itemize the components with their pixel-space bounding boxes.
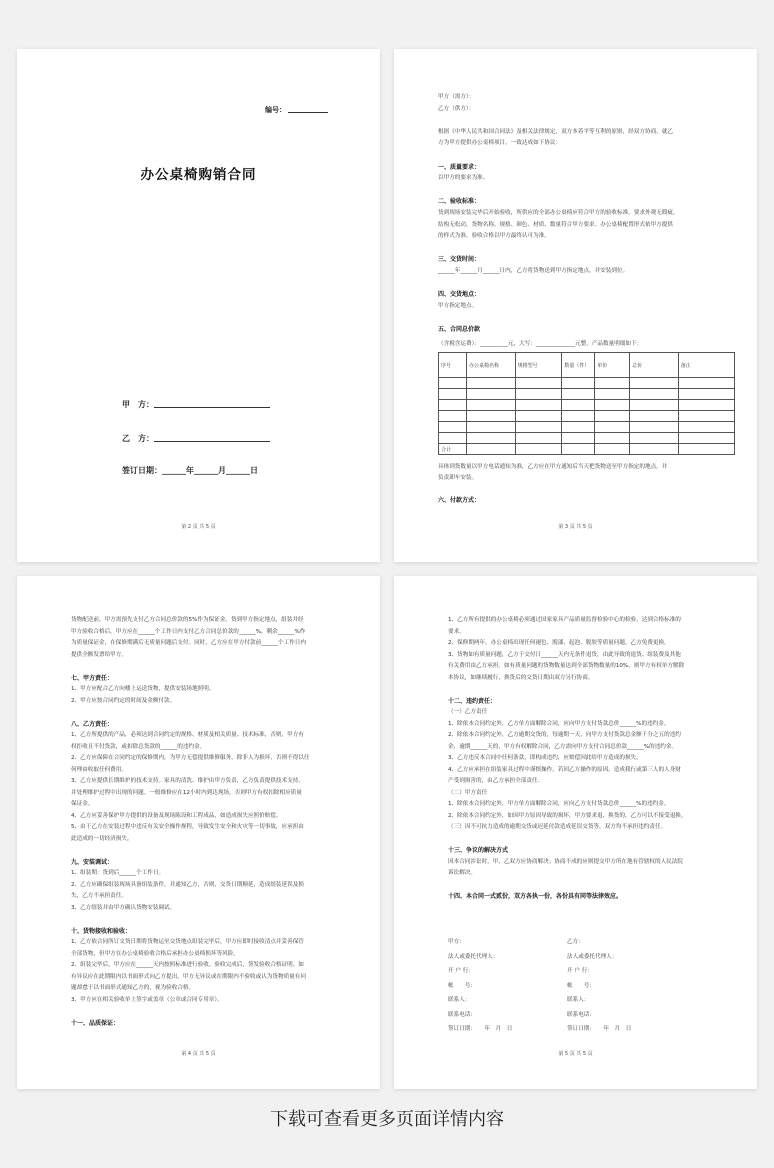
- section-heading: 十、货物接收和验收：: [71, 927, 132, 935]
- table-cell: [515, 400, 562, 411]
- table-cell: [562, 400, 595, 411]
- table-cell: [562, 389, 595, 400]
- text-line: 因本合同涉讼时，甲、乙双方应协商解决；协商不成的应则提交甲方所在地有管辖权的人民法院: [448, 858, 683, 865]
- table-cell: [630, 378, 679, 389]
- text-line: 要求。: [448, 628, 465, 635]
- text-line: （一）乙方责任: [448, 709, 488, 715]
- table-cell: [562, 411, 595, 422]
- table-cell: [467, 422, 516, 433]
- text-line: 负责卸车安装。: [438, 475, 478, 481]
- sign-right-field: 法人或委托代理人：: [567, 953, 618, 960]
- page-number: 第 5 页 共 5 页: [558, 1051, 593, 1057]
- text-line: 2、甲方应按合同约定的时间及金额付款。: [71, 697, 176, 704]
- text-line: 甲方（需方）：: [438, 94, 475, 100]
- table-cell: [515, 411, 562, 422]
- table-cell: [562, 378, 595, 389]
- table-cell: [439, 378, 467, 389]
- table-cell: [562, 422, 595, 433]
- table-cell: [439, 411, 467, 422]
- section-heading: 四、交货地点：: [438, 291, 481, 299]
- section-heading: 六、付款方式：: [438, 497, 481, 504]
- table-row: [439, 433, 735, 444]
- table-cell: [562, 433, 595, 444]
- text-line: 诉讼解决。: [448, 870, 476, 876]
- table-cell: [439, 422, 467, 433]
- table-cell: [515, 422, 562, 433]
- text-line: 具体到货数量以甲方电话通知为准，乙方应在甲方通知后当天把货物送至甲方指定的地点，并: [438, 464, 668, 470]
- product-table: [438, 352, 735, 455]
- party-a-field: 甲 方：: [122, 399, 270, 410]
- section-heading: 十四、本合同一式贰份，双方各执一份，各份具有同等法律效应。: [448, 893, 623, 900]
- text-line: 1、组装期：货到后______个工作日。: [71, 870, 165, 876]
- sign-date-field: 签订日期：______年______月______日: [122, 466, 258, 475]
- text-line: 权拒收且不付货款，或扣除总货款的______的违约金。: [71, 743, 206, 750]
- text-line: 以甲方的要求为准。: [438, 175, 489, 182]
- table-cell: [595, 400, 630, 411]
- section-heading: 十三、争议的解决方式: [448, 847, 509, 854]
- table-cell: [630, 389, 679, 400]
- text-line: 1、除依本合同约定外，甲方单方面解除合同，应向乙方支付货款总价______%的违约金。: [448, 801, 670, 807]
- table-header-cell: 总价: [630, 353, 679, 378]
- table-header-row: [439, 353, 735, 378]
- text-line: 3、乙方违反本合同中任何条款，即构成违约，应赔偿因此给甲方造成的损失。: [448, 755, 642, 761]
- table-cell: [630, 444, 679, 455]
- table-cell: [595, 411, 630, 422]
- text-line: 并处理维护过程中出现的问题。一般维修应在12小时内到达现场，否则甲方有权扣除相应质量: [71, 789, 302, 796]
- page-number: 第 2 页 共 5 页: [181, 524, 216, 530]
- table-total-row: [439, 444, 735, 455]
- text-line: 方为甲方提供办公桌椅项目，一致达成如下协议：: [438, 140, 562, 147]
- text-line: ______年______月______日内，乙方将货物送到甲方指定地点，并安装到位。: [438, 268, 629, 274]
- table-cell: [678, 444, 734, 455]
- sign-left-field: 签订日期： 年 月 日: [448, 1026, 513, 1032]
- text-line: 有异议应在此期限内以书面形式向乙方提出，甲方无异议或在期限内不验收或认为货物质量有问: [71, 973, 306, 980]
- sign-left-field: 甲方：: [448, 939, 465, 945]
- table-cell: [439, 389, 467, 400]
- text-line: 此造成的一切经济损失。: [71, 835, 133, 842]
- price-line: （含税含运费）：__________元，大写：______________元整，产品数量明细如下：: [438, 341, 643, 347]
- table-row: [439, 389, 735, 400]
- table-cell: [678, 433, 734, 444]
- table-cell: [630, 433, 679, 444]
- table-cell: [467, 444, 516, 455]
- text-line: 有关费用由乙方承担。如有质量问题的货物数量达到全部货物数量的10%，则甲方有权单方解除: [448, 663, 685, 669]
- text-line: 1、除依本合同约定外，乙方单方面解除合同，应向甲方支付货款总价______%的违约金。: [448, 720, 670, 727]
- table-cell: [467, 389, 516, 400]
- table-cell: [595, 433, 630, 444]
- table-cell: [678, 400, 734, 411]
- page-number: 第 3 页 共 5 页: [558, 524, 593, 530]
- page-number: 第 4 页 共 5 页: [181, 1051, 216, 1057]
- contract-title: 办公桌椅购销合同: [140, 167, 257, 183]
- table-cell: [678, 378, 734, 389]
- text-line: 根据《中华人民共和国合同法》及相关法律规定，双方本着平等互利的原则，经双方协商，就乙: [438, 128, 673, 135]
- table-cell: [630, 411, 679, 422]
- table-row: [439, 422, 735, 433]
- total-label: 合计: [439, 444, 467, 455]
- table-cell: [467, 378, 516, 389]
- text-line: 题却怠于以书面形式通知乙方的，视为验收合格。: [71, 985, 195, 991]
- table-cell: [595, 422, 630, 433]
- text-line: 2、除依本合同约定外，如因甲方原因导致的损坏，甲方要求退、换货的，乙方可以不接受退换。: [448, 812, 687, 819]
- text-line: 5、由于乙方在安装过程中违反有关安全操作规程，导致发生安全和火灾等一切事故，应承担由: [71, 824, 304, 830]
- section-heading: 九、安装调试：: [71, 858, 114, 866]
- table-cell: [515, 378, 562, 389]
- section-heading: 十一、品质保证：: [71, 1019, 120, 1027]
- table-row: [439, 400, 735, 411]
- download-hint: 下载可查看更多页面详情内容: [270, 1109, 504, 1130]
- text-line: 本协议，如继续履行，换货后的交货日期由双方另行协商。: [448, 674, 594, 681]
- table-header-cell: 备注: [678, 353, 734, 378]
- table-cell: [595, 444, 630, 455]
- contract-page-3: [17, 576, 380, 1089]
- text-line: 何理由收取任何费用。: [71, 766, 127, 773]
- section-heading: 二、验收标准：: [438, 198, 481, 206]
- table-cell: [595, 389, 630, 400]
- table-cell: [439, 400, 467, 411]
- text-line: 货物配送前，甲方需预先支付乙方合同总价款的5%作为保证金。货到甲方指定地点，组装并经: [71, 617, 304, 623]
- table-header-cell: 办公桌椅名称: [467, 353, 516, 378]
- text-line: 提供全额发票给甲方。: [71, 651, 127, 658]
- table-cell: [630, 422, 679, 433]
- text-line: 甲方指定地点。: [438, 302, 478, 309]
- text-line: 乙方（供方）：: [438, 105, 475, 112]
- table-cell: [515, 389, 562, 400]
- sign-right-field: 帐 号：: [567, 982, 595, 989]
- sign-right-field: 联系电话：: [567, 1011, 595, 1018]
- section-heading: 三、交货时间：: [438, 256, 481, 264]
- sign-right-field: 签订日期： 年 月 日: [567, 1026, 632, 1032]
- text-line: 1、甲方应配合乙方向楼上运送货物，提供安装场地照明。: [71, 686, 215, 692]
- sign-left-field: 开 户 行：: [448, 968, 474, 974]
- text-line: 结构无松动，货物名称、规格、颜色、材质、数量符合甲方要求。办公桌椅配置形式依甲方提供: [438, 221, 673, 228]
- cover-page: [17, 49, 380, 562]
- text-line: 4、乙方应承担在组装家具过程中谨慎操作，若因乙方操作的原因，造成我行或第三人的人身财: [448, 766, 681, 773]
- section-heading: 八、乙方责任：: [71, 720, 114, 728]
- text-line: 2、乙方应确保组装现场具备组装条件，并通知乙方，否则，交货日期顺延，造成组装延误及损: [71, 881, 304, 888]
- text-line: 产受到损害的，由乙方承担全部责任。: [448, 778, 544, 784]
- text-line: 保证金。: [71, 801, 94, 807]
- text-line: 2、乙方应保障在合同约定的保修期内，为甲方无偿提供维修服务，除非人为损坏，否则不得以任: [71, 755, 310, 761]
- text-line: 3、乙方应提供长期维护的技术支持。家具的清洗、维护由甲方负责，乙方负责提供技术支持，: [71, 778, 304, 784]
- table-cell: [678, 411, 734, 422]
- section-heading: 七、甲方责任：: [71, 674, 114, 682]
- text-line: 2、保修期两年，办公桌椅出现任何褪色、脱漆、起泡、脱胶等质量问题，乙方免费更换。: [448, 640, 670, 646]
- table-cell: [515, 433, 562, 444]
- contract-number: 编号：: [265, 105, 328, 115]
- sign-left-field: 帐 号：: [448, 982, 476, 989]
- table-cell: [595, 378, 630, 389]
- table-header-cell: 序号: [439, 353, 467, 378]
- table-cell: [678, 422, 734, 433]
- section-heading: 一、质量要求：: [438, 163, 481, 171]
- text-line: 货到现场安装完毕后开始验收，所供应的全部办公桌椅应符合甲方的验收标准。要求外观无瑕疵，: [438, 210, 679, 216]
- text-line: 为质量保证金，在保修期满后无质量问题后支付。同时，乙方应在甲方付款前______个工作日内: [71, 640, 306, 646]
- text-line: 3、乙方组装并由甲方确认货物安装调试。: [71, 904, 176, 911]
- table-row: [439, 411, 735, 422]
- section-heading: 十二、违约责任：: [448, 697, 497, 705]
- table-cell: [678, 389, 734, 400]
- table-header-cell: 单价: [595, 353, 630, 378]
- table-cell: [467, 411, 516, 422]
- text-line: 3、货物如有质量问题，乙方于交付日______天内无条件退货，由此导致的退货、组装费及其他: [448, 651, 681, 658]
- table-row: [439, 378, 735, 389]
- table-cell: [515, 444, 562, 455]
- text-line: （二）甲方责任: [448, 789, 488, 796]
- sign-right-field: 开 户 行：: [567, 968, 593, 974]
- text-line: 1、乙方所有提供的办公桌椅必须通过国家家具产品质量监督检验中心的检验，达到合格标准的: [448, 617, 681, 623]
- table-header-cell: 规格型号: [515, 353, 562, 378]
- table-cell: [630, 400, 679, 411]
- text-line: 失，乙方不承担责任。: [71, 893, 127, 899]
- text-line: 的样式为准，验收合格以甲方最终认可为准。: [438, 233, 550, 240]
- table-header-cell: 数量（件）: [562, 353, 595, 378]
- text-line: 1、乙方所提供的产品，必须达到合同约定的规格、材质及相关质量、技术标准，否则，甲方有: [71, 732, 304, 738]
- text-line: 甲方验收合格后，甲方应在______个工作日内支付乙方合同总价款的______%，剩余______%作: [71, 628, 306, 635]
- sign-right-field: 乙方：: [567, 939, 584, 945]
- contract-page-4: [394, 576, 757, 1089]
- table-cell: [562, 444, 595, 455]
- section-heading: 五、合同总价款: [438, 326, 481, 333]
- text-line: 1、乙方依合同所订交货日期将货物运至交货地点组装完毕后，甲方应即时接收清点并妥善保管: [71, 939, 304, 945]
- text-line: 全部货物，但甲方在办公桌椅验收合格后承担办公桌椅损坏等风险。: [71, 950, 239, 957]
- table-cell: [467, 400, 516, 411]
- text-line: 2、组装完毕后，甲方应在______天内按照标准进行验收。验收完成后，签发验收合格证明。如: [71, 962, 304, 968]
- text-line: 3、甲方应在相关验收单上签字或盖章（公章或合同专用章）。: [71, 996, 223, 1003]
- table-cell: [467, 433, 516, 444]
- table-cell: [439, 433, 467, 444]
- sign-right-field: 联系人：: [567, 997, 590, 1003]
- sign-left-field: 联系人：: [448, 997, 471, 1003]
- text-line: 2、除依本合同约定外，乙方逾期交货的，每逾期一天，向甲方支付货款总金额千分之五的违约: [448, 732, 681, 738]
- sign-left-field: 法人或委托代理人：: [448, 953, 499, 960]
- text-line: 4、乙方应妥善保护甲方提供的设备及现场陈设和工程成品，如造成损失应照价赔偿。: [71, 812, 282, 819]
- contract-page-2: [394, 49, 757, 562]
- sign-left-field: 联系电话：: [448, 1011, 476, 1018]
- party-b-field: 乙 方：: [122, 433, 270, 444]
- text-line: 金，逾期______天的，甲方有权解除合同，乙方需向甲方支付合同总价款______%的违约金。: [448, 743, 678, 750]
- text-line: （三）因不可抗力造成的逾期交货或迟延付款造成延误交货等，双方均不承担违约责任。: [448, 824, 667, 830]
